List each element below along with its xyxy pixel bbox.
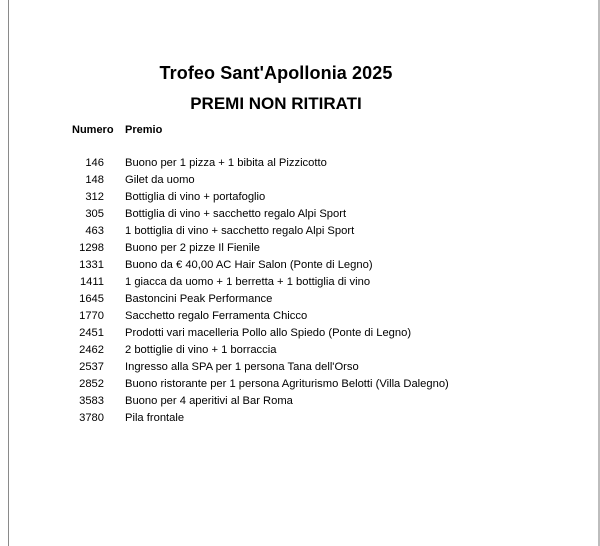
prize-number: 312 (85, 191, 104, 203)
prize-description: 1 bottiglia di vino + sacchetto regalo Alpi Sport (125, 225, 355, 237)
prize-number: 2451 (79, 327, 104, 339)
column-header-numero: Numero (72, 124, 114, 136)
prize-number: 2462 (79, 344, 104, 356)
prize-number: 3780 (79, 412, 104, 424)
prize-description: Bottiglia di vino + portafoglio (125, 191, 266, 203)
prize-description: Buono per 1 pizza + 1 bibita al Pizzicotto (125, 157, 327, 169)
list-item (0, 240, 600, 257)
prize-description: Pila frontale (125, 412, 185, 424)
prize-description: Sacchetto regalo Ferramenta Chicco (125, 310, 308, 322)
prize-description: Buono ristorante per 1 persona Agriturismo Belotti (Villa Dalegno) (125, 378, 449, 390)
list-item (0, 308, 600, 325)
document-title: Trofeo Sant'Apollonia 2025 (159, 63, 393, 83)
document-subtitle: PREMI NON RITIRATI (190, 94, 362, 113)
column-header-premio: Premio (125, 124, 163, 136)
list-item (0, 172, 600, 189)
prize-number: 3583 (79, 395, 104, 407)
prize-description: Buono da € 40,00 AC Hair Salon (Ponte di Legno) (125, 259, 373, 271)
prize-description: Bastoncini Peak Performance (125, 293, 273, 305)
prize-number: 1331 (79, 259, 104, 271)
list-item (0, 257, 600, 274)
prize-number: 463 (85, 225, 104, 237)
list-item (0, 376, 600, 393)
prize-description: Buono per 2 pizze Il Fienile (125, 242, 260, 254)
prize-description: Ingresso alla SPA per 1 persona Tana dell'Orso (125, 361, 359, 373)
list-item (0, 342, 600, 359)
prize-number: 2537 (79, 361, 104, 373)
list-item (0, 359, 600, 376)
prize-description: 2 bottiglie di vino + 1 borraccia (125, 344, 277, 356)
list-item (0, 155, 600, 172)
list-item (0, 291, 600, 308)
prize-description: Gilet da uomo (125, 174, 195, 186)
prize-number: 146 (85, 157, 104, 169)
prize-description: Prodotti vari macelleria Pollo allo Spiedo (Ponte di Legno) (125, 327, 412, 339)
list-item (0, 223, 600, 240)
list-item (0, 393, 600, 410)
list-item (0, 189, 600, 206)
prize-description: Buono per 4 aperitivi al Bar Roma (125, 395, 293, 407)
prize-number: 305 (85, 208, 104, 220)
prize-number: 1770 (79, 310, 104, 322)
prize-list (0, 155, 600, 427)
prize-description: Bottiglia di vino + sacchetto regalo Alpi Sport (125, 208, 347, 220)
prize-number: 1298 (79, 242, 104, 254)
prize-number: 1411 (79, 276, 104, 288)
prize-description: 1 giacca da uomo + 1 berretta + 1 bottiglia di vino (125, 276, 371, 288)
prize-number: 1645 (79, 293, 104, 305)
list-item (0, 274, 600, 291)
prize-number: 2852 (79, 378, 104, 390)
list-item (0, 325, 600, 342)
list-item (0, 410, 600, 427)
list-item (0, 206, 600, 223)
prize-number: 148 (85, 174, 104, 186)
